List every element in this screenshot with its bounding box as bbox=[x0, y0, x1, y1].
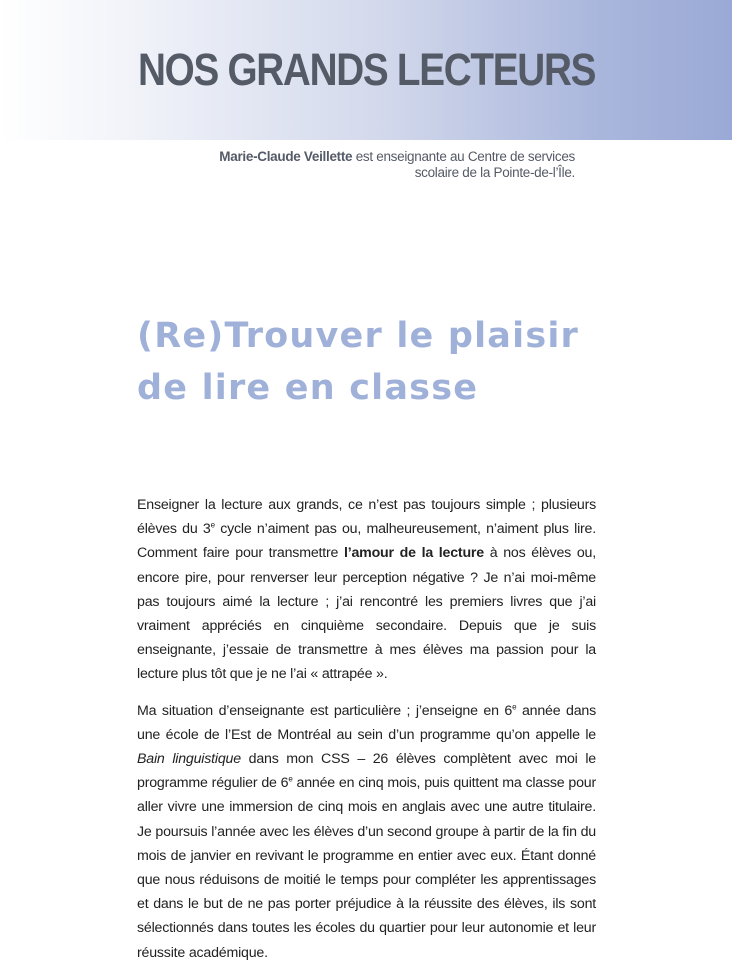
p2-text-a: Ma situation d’enseignante est particulière ; j’enseigne en 6 bbox=[137, 702, 513, 719]
author-role-line1: est enseignante au Centre de services bbox=[352, 149, 575, 164]
p2-superscript-2: e bbox=[288, 774, 293, 784]
article-title-line2: de lire en classe bbox=[137, 368, 479, 408]
article-title-line1: (Re)Trouver le plaisir bbox=[137, 316, 580, 356]
p1-superscript: e bbox=[210, 520, 215, 530]
author-name: Marie-Claude Veillette bbox=[219, 149, 353, 164]
p2-text-b: année dans une école de l’Est de Montréal au sein d’un programme qu’on appelle le bbox=[137, 702, 596, 743]
p1-text-b: cycle n’aiment pas ou, malheureusement, n’aiment plus lire. Comment faire pour transmettre bbox=[137, 521, 596, 562]
paragraph-1 bbox=[137, 493, 596, 687]
p2-text-c: dans mon CSS – 26 élèves complètent avec moi le programme régulier de 6 bbox=[137, 751, 596, 792]
author-role-line2: scolaire de la Pointe-de-l’Île. bbox=[414, 165, 575, 180]
article-body bbox=[137, 493, 596, 977]
p2-italic-phrase: Bain linguistique bbox=[137, 751, 241, 768]
p1-text-a: Enseigner la lecture aux grands, ce n’est pas toujours simple ; plusieurs élèves du 3 bbox=[137, 497, 596, 538]
article-title bbox=[137, 310, 607, 414]
p1-bold-phrase: l’amour de la lecture bbox=[344, 545, 484, 562]
p2-superscript-1: e bbox=[512, 701, 517, 711]
section-title: NOS GRANDS LECTEURS bbox=[138, 44, 596, 95]
p1-text-c: à nos élèves ou, encore pire, pour renverser leur perception négative ? Je n’ai moi-même pas toujours aimé la lecture ; j’ai rencontré les premiers livres que j’ai vraiment appréciés en cinquième secondaire. Depuis que je suis enseignante, j’essaie de transmettre à mes élèves ma passion pour la lecture plus tôt que je ne l’ai « attrapée ». bbox=[137, 545, 596, 683]
paragraph-2 bbox=[137, 699, 596, 965]
p2-text-d: année en cinq mois, puis quittent ma classe pour aller vivre une immersion de cinq mois en anglais avec une autre titulaire. Je poursuis l’année avec les élèves d’un second groupe à partir de la fin du mois de janvier en revivant le programme en entier avec eux. Étant donné que nous réduisons de moitié le temps pour compléter les apprentissages et dans le but de ne pas porter préjudice à la réussite des élèves, ils sont sélectionnés dans toutes les écoles du quartier pour leur autonomie et leur réussite académique. bbox=[137, 775, 597, 961]
author-byline bbox=[150, 149, 575, 181]
